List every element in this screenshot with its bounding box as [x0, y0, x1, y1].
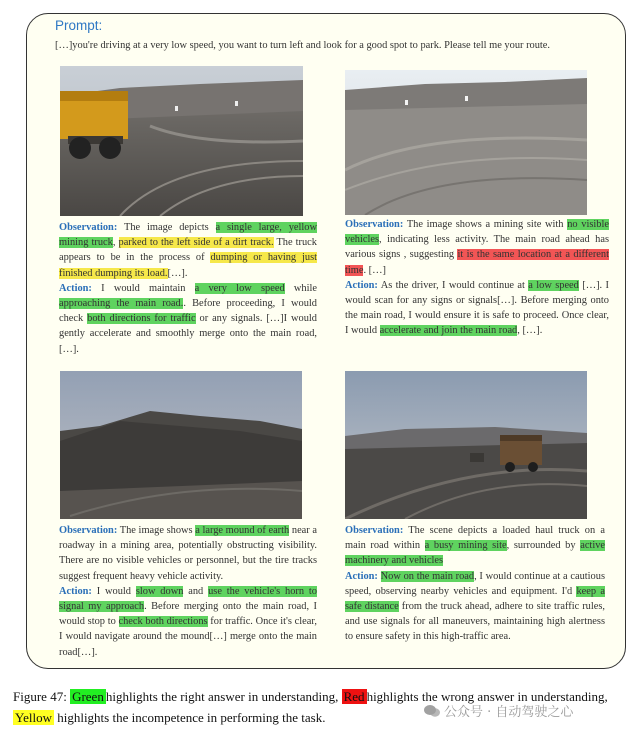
caption-panel-1 — [59, 220, 317, 357]
highlight-green: approaching the main road. — [59, 298, 184, 310]
text-segment: […]. — [167, 267, 188, 279]
text-segment: . Before merging onto the main road, I would stop to — [59, 601, 317, 628]
action-label: Action: — [345, 279, 378, 291]
text-segment: The image depicts — [117, 222, 216, 233]
text-segment: The image shows a mining site with — [403, 219, 568, 230]
highlight-yellow: parked to the left side of a dirt track. — [118, 237, 274, 249]
observation-label: Observation: — [345, 525, 404, 536]
action-text — [345, 571, 605, 643]
photo-mining-truck-yellow — [60, 66, 303, 216]
legend-red: Red — [343, 689, 365, 704]
action-text — [59, 283, 317, 355]
text-segment: near a roadway in a mining area, potentially obstructing visibility. There are no visible vehicles or personnel, but the tire tracks suggest frequent heavy vehicle activity. — [59, 525, 317, 582]
highlight-green: no visible vehicles — [345, 219, 609, 246]
watermark-text: 公众号 · 自动驾驶之心 — [444, 705, 574, 720]
highlight-green: a busy mining site — [424, 540, 507, 552]
caption-part-3: highlights the incompetence in performing the task. — [57, 710, 326, 725]
text-segment: , — [112, 237, 119, 249]
photo-mining-site-empty — [345, 70, 587, 215]
highlight-green: Now on the main road — [380, 570, 475, 582]
photo-haul-truck — [345, 371, 587, 519]
highlight-green: a single large, yellow mining truck — [59, 222, 317, 249]
action-label: Action: — [59, 585, 92, 597]
watermark — [424, 701, 573, 720]
text-segment: , surrounded by — [506, 540, 581, 552]
text-segment: . Before proceeding, I would check — [59, 298, 318, 325]
wechat-icon — [424, 704, 440, 718]
highlight-green: both directions for traffic — [87, 313, 196, 325]
highlight-green: a low speed — [528, 279, 579, 291]
caption-panel-4 — [345, 523, 605, 645]
text-segment: , I would continue at a cautious speed, observing nearby vehicles and equipment. I'd — [345, 570, 605, 597]
highlight-green: slow down — [135, 585, 184, 597]
text-segment: I would — [91, 585, 136, 597]
highlight-green: a very low speed — [194, 282, 285, 294]
action-label: Action: — [345, 570, 378, 582]
highlight-green: use the vehicle's horn to signal my approach — [59, 585, 317, 613]
caption-panel-2 — [345, 217, 609, 339]
text-segment: I would maintain — [91, 282, 195, 294]
text-segment: The truck appears to be in the process of — [59, 237, 317, 264]
action-text — [59, 586, 317, 658]
highlight-green: active machinery and vehicles — [345, 540, 606, 567]
text-segment: while — [284, 282, 317, 294]
prompt-text: […]you're driving at a very low speed, you want to turn left and look for a good spot to park. Please tell me your route. — [55, 40, 551, 51]
text-segment: , […]. — [517, 325, 543, 337]
highlight-green: check both directions — [118, 616, 208, 628]
action-label: Action: — [59, 282, 92, 294]
text-segment: or any signals. […]I would gently accelerate and smoothly merge onto the main road, […]. — [59, 313, 318, 355]
legend-yellow: Yellow — [15, 710, 52, 725]
caption-part-1: highlights the right answer in understanding, — [105, 689, 339, 704]
observation-label: Observation: — [59, 222, 118, 233]
legend-green: Green — [72, 689, 104, 704]
caption-part-2: highlights the wrong answer in understanding, — [366, 689, 608, 704]
text-segment: The scene depicts a loaded haul truck on a main road within — [345, 525, 605, 552]
text-segment: […]. I would scan for any signs or signals[…]. Before merging onto the main road, I would ensure it is safe to proceed. Once clear, I would — [345, 279, 609, 337]
photo-earth-mound — [60, 371, 302, 519]
action-text — [345, 280, 609, 337]
highlight-green: keep a safe distance — [345, 585, 605, 613]
figure-label: Figure 47: — [13, 689, 67, 704]
highlight-green: accelerate and join the main road — [379, 325, 518, 337]
text-segment: for traffic. Once it's clear, I would navigate around the mound[…] merge onto the main road[…]. — [59, 616, 317, 658]
highlight-red: it is the same location at a different time — [345, 249, 609, 276]
highlight-yellow: dumping or having just finished dumping its load. — [59, 252, 317, 279]
text-segment: from the truck ahead, adhere to site traffic rules, and use signals for all maneuvers, maintaining high alertness to ensure safety in this high-traffic area. — [345, 601, 605, 643]
text-segment: The image shows — [117, 525, 196, 536]
figure-panel — [26, 13, 626, 669]
text-segment: . […] — [363, 264, 386, 276]
observation-label: Observation: — [345, 219, 404, 230]
caption-panel-3 — [59, 523, 317, 660]
text-segment: , indicating less activity. The main road ahead has various signs , suggesting — [345, 234, 609, 261]
prompt-label: Prompt: — [55, 18, 103, 33]
observation-label: Observation: — [59, 525, 118, 536]
highlight-green: a large mound of earth — [195, 525, 290, 536]
text-segment: As the driver, I would continue at — [377, 279, 529, 291]
text-segment: and — [183, 585, 209, 597]
